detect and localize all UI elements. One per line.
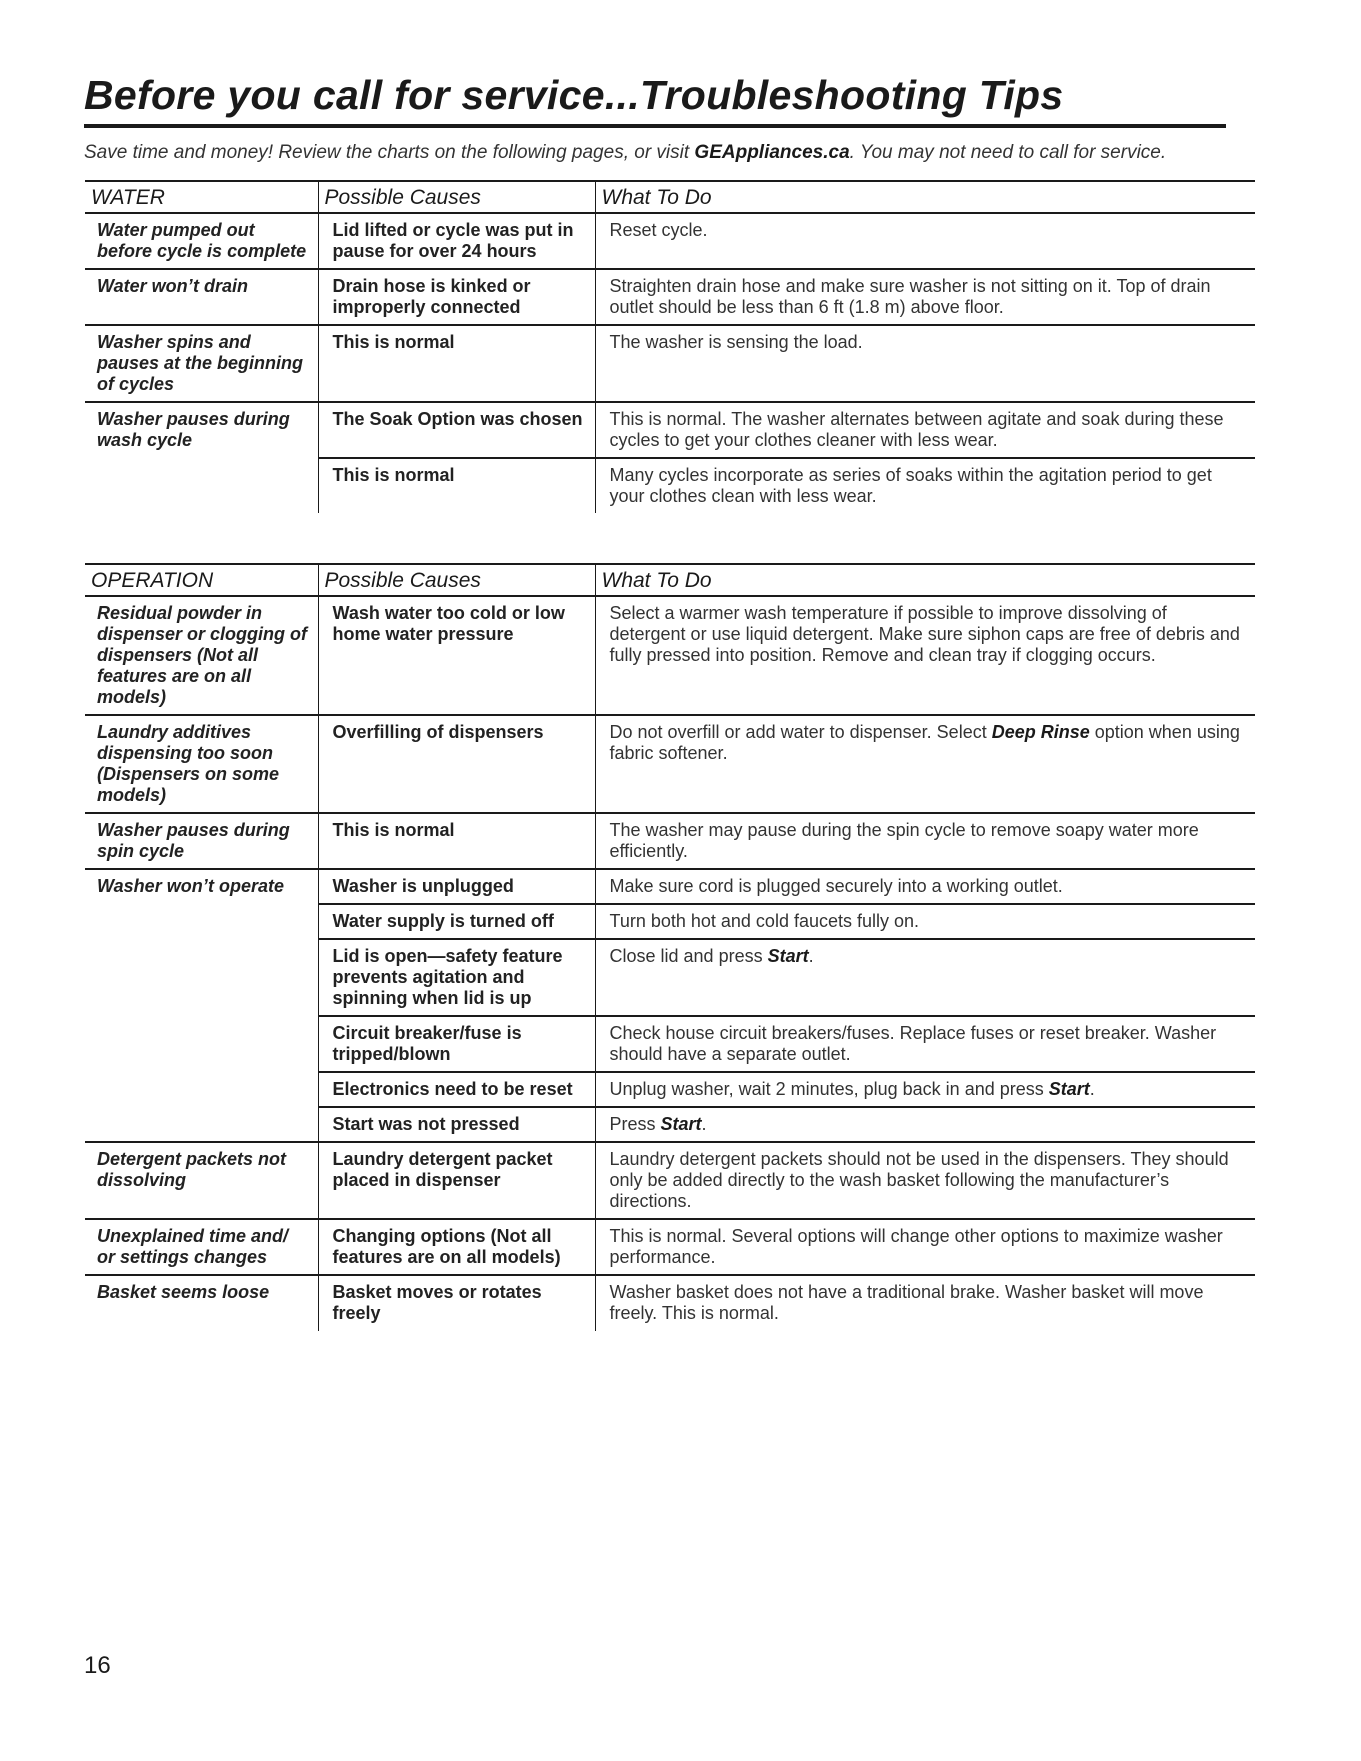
table-row: [85, 1142, 1255, 1219]
cause-cell: Overfilling of dispensers: [318, 715, 595, 813]
start-button-name: Start: [1048, 1079, 1090, 1099]
todo-text: Close lid and press: [609, 946, 768, 966]
cause-cell: Lid is open—safety feature prevents agitation and spinning when lid is up: [318, 939, 595, 1016]
cause-cell: Drain hose is kinked or improperly connected: [318, 269, 595, 325]
cause-cell: This is normal: [318, 458, 595, 513]
todo-text: option when using fabric softener.: [609, 722, 1240, 763]
symptom-cell: [85, 1107, 318, 1142]
column-header-causes: Possible Causes: [318, 564, 595, 596]
todo-cell: Reset cycle.: [595, 213, 1255, 269]
column-header-category: OPERATION: [85, 564, 318, 596]
title-rule: [84, 124, 1226, 128]
page-number: 16: [84, 1652, 111, 1679]
table-row: [85, 904, 1255, 939]
start-button-name: Start: [660, 1114, 702, 1134]
symptom-cell: [85, 1016, 318, 1072]
cause-cell: Changing options (Not all features are on all models): [318, 1219, 595, 1275]
symptom-cell: [85, 458, 318, 513]
symptom-cell: Residual powder in dispenser or clogging of dispensers (Not all features are on all models): [85, 596, 318, 715]
table-row: [85, 1016, 1255, 1072]
todo-cell: [595, 1107, 1255, 1142]
symptom-cell: Unexplained time and/ or settings changes: [85, 1219, 318, 1275]
todo-cell: [595, 715, 1255, 813]
start-button-name: Start: [767, 946, 809, 966]
column-header-category: WATER: [85, 181, 318, 213]
todo-cell: This is normal. The washer alternates between agitate and soak during these cycles to get your clothes cleaner with less wear.: [595, 402, 1255, 458]
table-row: [85, 715, 1255, 813]
todo-cell: Straighten drain hose and make sure washer is not sitting on it. Top of drain outlet should be less than 6 ft (1.8 m) above floor.: [595, 269, 1255, 325]
symptom-cell: Washer won’t operate: [97, 876, 285, 896]
page-title: Before you call for service...Troubleshooting Tips: [84, 72, 1064, 118]
todo-cell: Many cycles incorporate as series of soaks within the agitation period to get your clothes clean with less wear.: [595, 458, 1255, 513]
todo-text: .: [808, 946, 814, 966]
todo-text: Press: [609, 1114, 661, 1134]
table-row: [85, 213, 1255, 269]
table-header-row: [85, 181, 1255, 213]
column-header-todo: What To Do: [595, 181, 1255, 213]
table-row: [85, 813, 1255, 869]
symptom-cell: Washer pauses during wash cycle: [97, 409, 290, 450]
todo-cell: This is normal. Several options will change other options to maximize washer performance.: [595, 1219, 1255, 1275]
todo-cell: Select a warmer wash temperature if possible to improve dissolving of detergent or use liquid detergent. Make sure siphon caps are free of debris and fully pressed into position. Remove and clean tray if clogging occurs.: [595, 596, 1255, 715]
todo-cell: Check house circuit breakers/fuses. Replace fuses or reset breaker. Washer should have a separate outlet.: [595, 1016, 1255, 1072]
todo-cell: Turn both hot and cold faucets fully on.: [595, 904, 1255, 939]
symptom-cell: Laundry additives dispensing too soon (Dispensers on some models): [85, 715, 318, 813]
intro-text: [84, 142, 1226, 164]
cause-cell: Wash water too cold or low home water pressure: [318, 596, 595, 715]
todo-cell: [595, 1072, 1255, 1107]
todo-cell: Make sure cord is plugged securely into a working outlet.: [595, 869, 1255, 904]
column-header-todo: What To Do: [595, 564, 1255, 596]
website-link[interactable]: GEAppliances.ca: [694, 142, 850, 163]
symptom-cell: Washer pauses during spin cycle: [85, 813, 318, 869]
operation-table: [85, 563, 1255, 1331]
todo-cell: [595, 939, 1255, 1016]
cause-cell: Water supply is turned off: [318, 904, 595, 939]
cause-cell: Laundry detergent packet placed in dispenser: [318, 1142, 595, 1219]
intro-before: Save time and money! Review the charts on the following pages, or visit: [84, 142, 695, 163]
cause-cell: This is normal: [318, 813, 595, 869]
symptom-cell: Detergent packets not dissolving: [85, 1142, 318, 1219]
cause-cell: Start was not pressed: [318, 1107, 595, 1142]
table-row: [85, 939, 1255, 1016]
table-row: [85, 1275, 1255, 1331]
intro-after: . You may not need to call for service.: [849, 142, 1167, 163]
symptom-cell: Water pumped out before cycle is complete: [85, 213, 318, 269]
symptom-cell: Washer spins and pauses at the beginning of cycles: [85, 325, 318, 402]
cause-cell: Circuit breaker/fuse is tripped/blown: [318, 1016, 595, 1072]
symptom-cell: Water won’t drain: [85, 269, 318, 325]
table-row: [85, 458, 1255, 513]
table-row: [85, 1107, 1255, 1142]
todo-text: Unplug washer, wait 2 minutes, plug back in and press: [609, 1079, 1049, 1099]
symptom-cell: Basket seems loose: [97, 1282, 270, 1302]
cause-cell: The Soak Option was chosen: [318, 402, 595, 458]
todo-text: .: [701, 1114, 707, 1134]
todo-text: Do not overfill or add water to dispenser. Select: [609, 722, 992, 742]
symptom-cell: [85, 1072, 318, 1107]
water-table: [85, 180, 1255, 513]
table-row: [85, 869, 1255, 904]
table-row: [85, 1219, 1255, 1275]
symptom-cell: [85, 939, 318, 1016]
cause-cell: Basket moves or rotates freely: [318, 1275, 595, 1331]
table-header-row: [85, 564, 1255, 596]
todo-cell: Laundry detergent packets should not be used in the dispensers. They should only be added directly to the wash basket following the manufacturer’s directions.: [595, 1142, 1255, 1219]
cause-cell: Washer is unplugged: [318, 869, 595, 904]
todo-cell: The washer is sensing the load.: [595, 325, 1255, 402]
cause-cell: Lid lifted or cycle was put in pause for over 24 hours: [318, 213, 595, 269]
cause-cell: This is normal: [318, 325, 595, 402]
todo-cell: Washer basket does not have a traditional brake. Washer basket will move freely. This is normal.: [595, 1275, 1255, 1331]
table-row: [85, 325, 1255, 402]
table-row: [85, 269, 1255, 325]
symptom-cell: [85, 904, 318, 939]
table-row: [85, 402, 1255, 458]
cause-cell: Electronics need to be reset: [318, 1072, 595, 1107]
deep-rinse-option-name: Deep Rinse: [991, 722, 1090, 742]
table-row: [85, 596, 1255, 715]
column-header-causes: Possible Causes: [318, 181, 595, 213]
table-row: [85, 1072, 1255, 1107]
todo-text: .: [1089, 1079, 1095, 1099]
todo-cell: The washer may pause during the spin cycle to remove soapy water more efficiently.: [595, 813, 1255, 869]
